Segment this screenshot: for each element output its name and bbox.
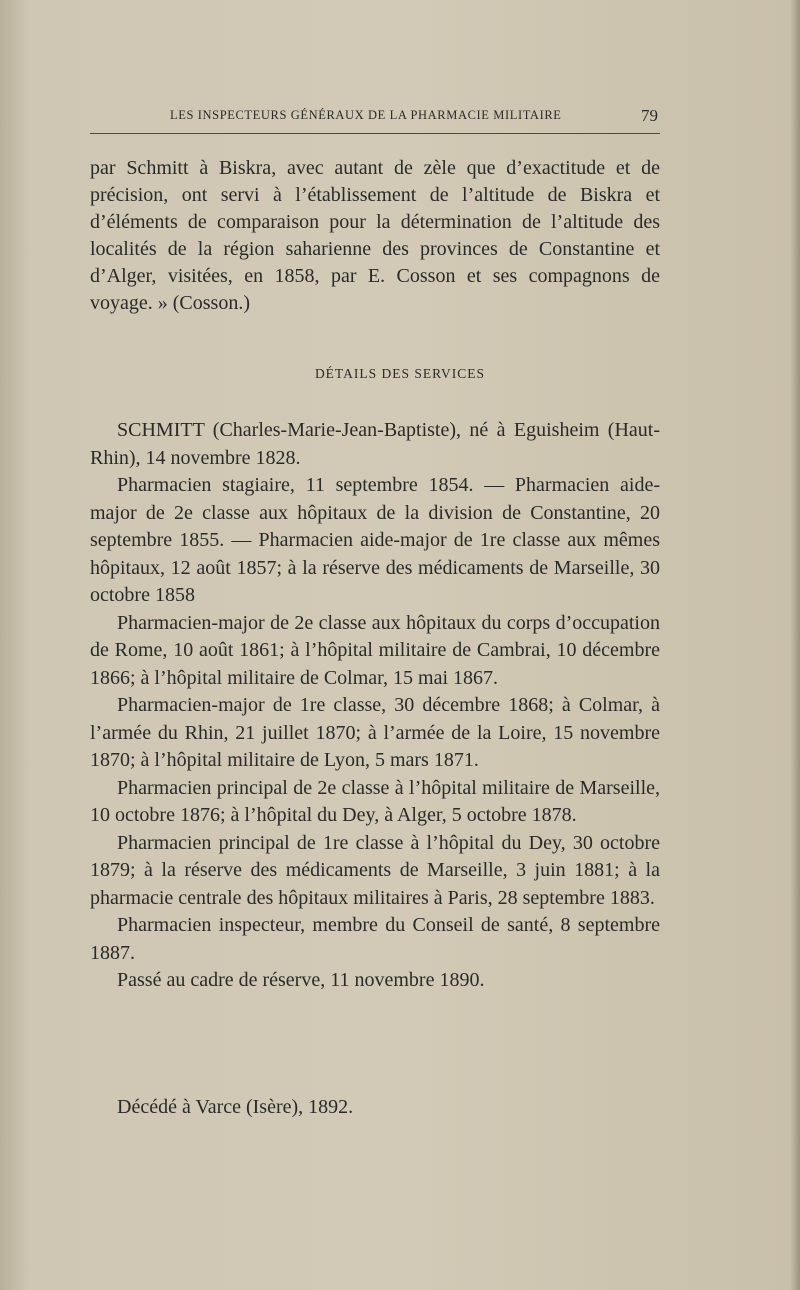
service-entry: Passé au cadre de réserve, 11 novembre 1890. — [117, 969, 485, 991]
service-entry: Pharmacien inspecteur, membre du Conseil de santé, 8 septembre 1887. — [90, 914, 660, 964]
service-details — [90, 417, 660, 995]
service-entry: Pharmacien principal de 2e classe à l’hôpital militaire de Marseille, 10 octobre 1876; à l’hôpital du Dey, à Alger, 5 octobre 1878. — [90, 776, 660, 826]
service-entry: Pharmacien-major de 2e classe aux hôpitaux du corps d’occupation de Rome, 10 août 1861; à l’hôpital militaire de Cambrai, 10 décembre 1866; à l’hôpital militaire de Colmar, 15 mai 1867. — [90, 611, 660, 689]
section-heading: DÉTAILS DES SERVICES — [314, 366, 486, 381]
service-entry: Pharmacien stagiaire, 11 septembre 1854. — Pharmacien aide-major de 2e classe aux hôpitaux de la division de Constantine, 20 septembre 1855. — Pharmacien aide-major de 1re classe aux mêmes hôpitaux, 12 août 1857; à la réserve des médicaments de Marseille, 30 octobre 1858 — [90, 474, 660, 606]
header-rule — [90, 133, 660, 134]
service-entry: SCHMITT (Charles-Marie-Jean-Baptiste), né à Eguisheim (Haut-Rhin), 14 novembre 1828. — [90, 419, 660, 469]
death-note: Décédé à Varce (Isère), 1892. — [117, 1096, 354, 1118]
service-entry: Pharmacien principal de 1re classe à l’hôpital du Dey, 30 octobre 1879; à la réserve des médicaments de Marseille, 3 juin 1881; à la pharmacie centrale des hôpitaux militaires à Paris, 28 septembre 1883. — [90, 831, 660, 909]
running-title: LES INSPECTEURS GÉNÉRAUX DE LA PHARMACIE MILITAIRE — [170, 108, 562, 122]
page-number: 79 — [641, 106, 658, 125]
intro-paragraph: par Schmitt à Biskra, avec autant de zèle que d’exactitude et de précision, ont servi à l’établissement de l’altitude de Biskra et d’éléments de comparaison pour la détermination de l’altitude des localités de la région saharienne des provinces de Constantine et d’Alger, visitées, en 1858, par E. Cosson et ses compagnons de voyage. » (Cosson.) — [90, 157, 660, 314]
intro-text — [90, 155, 660, 317]
service-entry: Pharmacien-major de 1re classe, 30 décembre 1868; à Colmar, à l’armée du Rhin, 21 juillet 1870; à l’armée de la Loire, 15 novembre 1870; à l’hôpital militaire de Lyon, 5 mars 1871. — [90, 694, 660, 771]
